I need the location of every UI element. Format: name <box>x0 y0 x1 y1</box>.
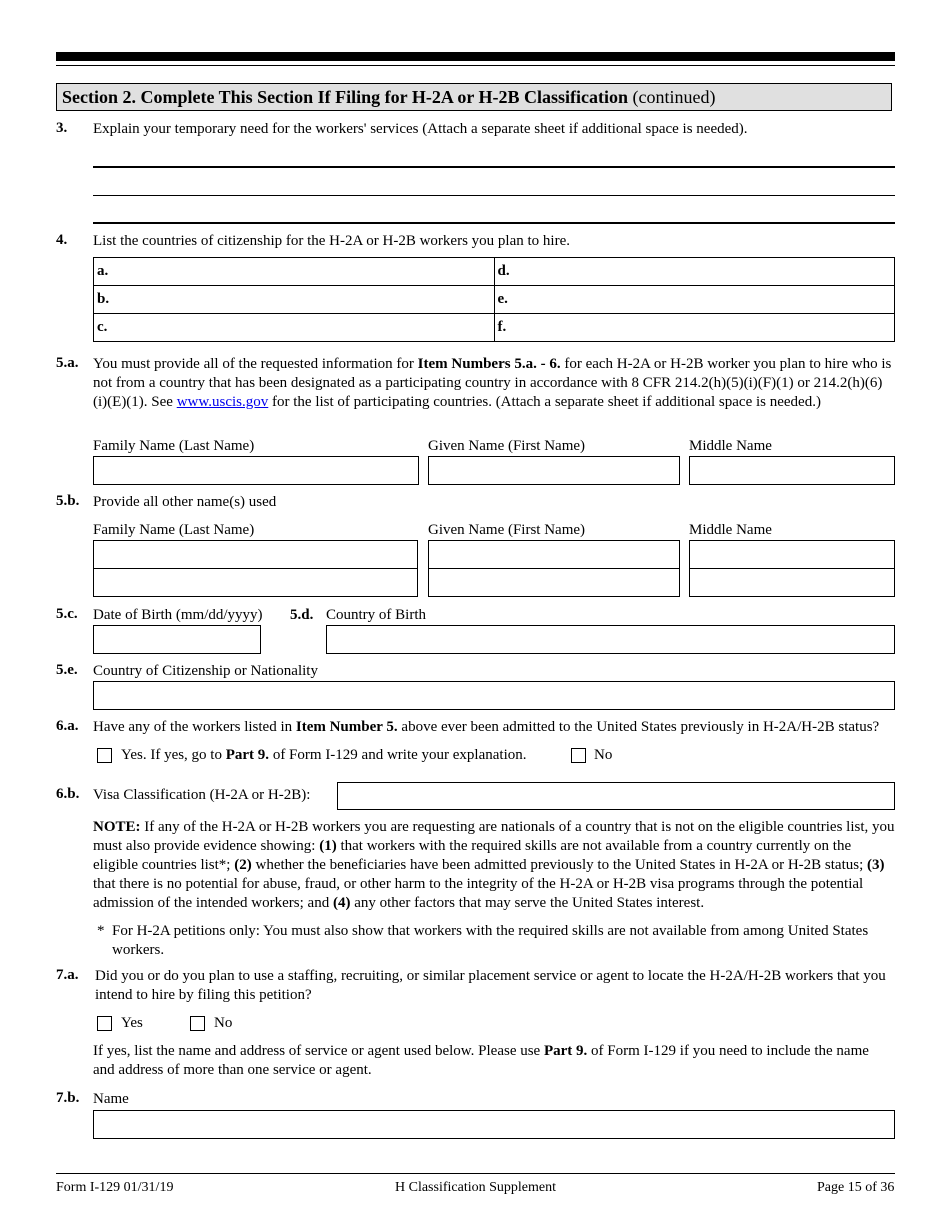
top-thin-rule <box>56 65 895 66</box>
q5b-middle-name-input-1[interactable] <box>689 540 895 569</box>
q5d-text: Country of Birth <box>326 607 426 623</box>
q5b-family-name-input-1[interactable] <box>93 540 418 569</box>
q5a-middle-name-input[interactable] <box>689 456 895 485</box>
uscis-link[interactable]: www.uscis.gov <box>176 394 269 410</box>
note-text: If any of the H-2A or H-2B workers you are requesting are nationals of a country that is not on the eligible countries list, you must also provide evidence showing: <box>93 819 895 854</box>
q6b-number: 6.b. <box>56 786 80 802</box>
q7a-followup-part: of Form I-129 if you need to include the name and address of more than one service or agent. <box>93 1043 869 1078</box>
note-label: NOTE: <box>93 819 141 835</box>
q7b-text: Name <box>93 1091 129 1107</box>
q7a-no-label: No <box>214 1015 233 1031</box>
q7a-followup-text <box>93 1042 893 1080</box>
q7a-text: Did you or do you plan to use a staffing, recruiting, or similar placement service or agent to locate the H-2A/H-2B workers that you intend to hire by filing this petition? <box>95 968 886 1003</box>
note-text: that there is no potential for abuse, fraud, or other harm to the integrity of the H-2A or H-2B visa programs through the potential admission of the intended workers; and <box>93 876 864 911</box>
q3-answer-line-2[interactable] <box>93 195 895 196</box>
q3-answer-line-3[interactable] <box>93 222 895 224</box>
q7a-part-ref: Part 9. <box>543 1043 588 1059</box>
q6a-yes-checkbox[interactable] <box>97 748 112 763</box>
footer-page-number: Page 15 of 36 <box>817 1180 895 1195</box>
country-a-field[interactable]: a. <box>94 258 495 286</box>
q6a-text-part: Have any of the workers listed in <box>93 719 296 735</box>
country-e-field[interactable]: e. <box>494 286 895 314</box>
q5a-family-label: Family Name (Last Name) <box>93 438 255 454</box>
q5c-text: Date of Birth (mm/dd/yyyy) <box>93 607 263 623</box>
q6a-part-ref: Part 9. <box>225 747 270 763</box>
top-thick-rule <box>56 52 895 61</box>
q6a-text <box>93 718 898 737</box>
section-continued: (continued) <box>632 87 716 107</box>
citizenship-input[interactable] <box>93 681 895 710</box>
table-row <box>94 314 895 342</box>
note-paragraph <box>93 818 895 913</box>
q4-text: List the countries of citizenship for the H-2A or H-2B workers you plan to hire. <box>93 233 570 249</box>
table-row <box>94 258 895 286</box>
q5b-given-label: Given Name (First Name) <box>428 522 586 538</box>
footnote-star: * <box>97 923 105 939</box>
q5a-given-label: Given Name (First Name) <box>428 438 586 454</box>
q7b-number: 7.b. <box>56 1090 80 1106</box>
q5b-family-name-input-2[interactable] <box>93 568 418 597</box>
q3-text: Explain your temporary need for the workers' services (Attach a separate sheet if additional space is needed). <box>93 121 748 137</box>
q5b-family-label: Family Name (Last Name) <box>93 522 255 538</box>
country-d-field[interactable]: d. <box>494 258 895 286</box>
q3-number: 3. <box>56 120 68 136</box>
date-of-birth-input[interactable] <box>93 625 261 654</box>
q6a-number: 6.a. <box>56 718 79 734</box>
agent-name-input[interactable] <box>93 1110 895 1139</box>
q7a-number: 7.a. <box>56 967 79 983</box>
q5a-item-ref: Item Numbers 5.a. - 6. <box>417 356 561 372</box>
visa-classification-input[interactable] <box>337 782 895 810</box>
q5e-number: 5.e. <box>56 662 78 678</box>
q5b-given-name-input-2[interactable] <box>428 568 680 597</box>
q5b-given-name-input-1[interactable] <box>428 540 680 569</box>
q5a-middle-label: Middle Name <box>689 438 772 454</box>
q6a-yes-text: of Form I-129 and write your explanation. <box>269 747 527 763</box>
q6a-no-checkbox[interactable] <box>571 748 586 763</box>
q3-answer-line-1[interactable] <box>93 166 895 168</box>
q4-number: 4. <box>56 232 68 248</box>
q5b-middle-label: Middle Name <box>689 522 772 538</box>
q5a-family-name-input[interactable] <box>93 456 419 485</box>
note-text: any other factors that may serve the United States interest. <box>350 895 705 911</box>
section-title: Section 2. Complete This Section If Filing for H-2A or H-2B Classification <box>62 87 628 107</box>
q6a-yes-text: Yes. If yes, go to <box>121 747 226 763</box>
footer-title: H Classification Supplement <box>395 1180 556 1195</box>
note-marker: (3) <box>867 857 885 873</box>
country-c-field[interactable]: c. <box>94 314 495 342</box>
q6a-yes-label <box>121 746 527 765</box>
q7a-followup-part: If yes, list the name and address of service or agent used below. Please use <box>93 1043 544 1059</box>
country-b-field[interactable]: b. <box>94 286 495 314</box>
q5a-given-name-input[interactable] <box>428 456 680 485</box>
q6a-no-label: No <box>594 747 613 763</box>
note-marker: (1) <box>319 838 337 854</box>
q5a-number: 5.a. <box>56 355 79 371</box>
q5a-text-part: You must provide all of the requested information for <box>93 356 418 372</box>
note-text: that workers with the required skills are not available from a country currently on the eligible countries list*; <box>93 838 852 873</box>
footer-form-id: Form I-129 01/31/19 <box>56 1180 174 1195</box>
footnote-text: For H-2A petitions only: You must also show that workers with the required skills are not available from among United States workers. <box>112 923 869 958</box>
q5e-text: Country of Citizenship or Nationality <box>93 663 318 679</box>
note-marker: (4) <box>332 895 351 911</box>
q7a-yes-checkbox[interactable] <box>97 1016 112 1031</box>
q5d-number: 5.d. <box>290 607 314 623</box>
q7a-yes-label: Yes <box>121 1015 143 1031</box>
q6a-item-ref: Item Number 5. <box>295 719 398 735</box>
q6b-text: Visa Classification (H-2A or H-2B): <box>93 787 311 803</box>
table-row <box>94 286 895 314</box>
q5b-middle-name-input-2[interactable] <box>689 568 895 597</box>
q5b-text: Provide all other name(s) used <box>93 494 277 510</box>
q5a-text <box>93 355 893 412</box>
countries-table <box>93 257 895 342</box>
footer-rule <box>56 1173 895 1174</box>
note-text: whether the beneficiaries have been admitted previously to the United States in H-2A or H-2B status; <box>251 857 867 873</box>
q5c-number: 5.c. <box>56 606 78 622</box>
country-of-birth-input[interactable] <box>326 625 895 654</box>
q7a-no-checkbox[interactable] <box>190 1016 205 1031</box>
q5a-text-part: for each H-2A or H-2B worker you plan to hire who is not from a country that has been designated as a participating country in accordance with 8 CFR 214.2(h)(5)(i)(F)(1) or 214.2(h)(6)(i)(E)(1). See <box>93 356 892 410</box>
section-header <box>56 83 892 111</box>
q6a-text-part: above ever been admitted to the United States previously in H-2A/H-2B status? <box>397 719 880 735</box>
note-marker: (2) <box>234 857 252 873</box>
country-f-field[interactable]: f. <box>494 314 895 342</box>
q5b-number: 5.b. <box>56 493 80 509</box>
q5a-text-part: for the list of participating countries. (Attach a separate sheet if additional space is needed.) <box>268 394 821 410</box>
